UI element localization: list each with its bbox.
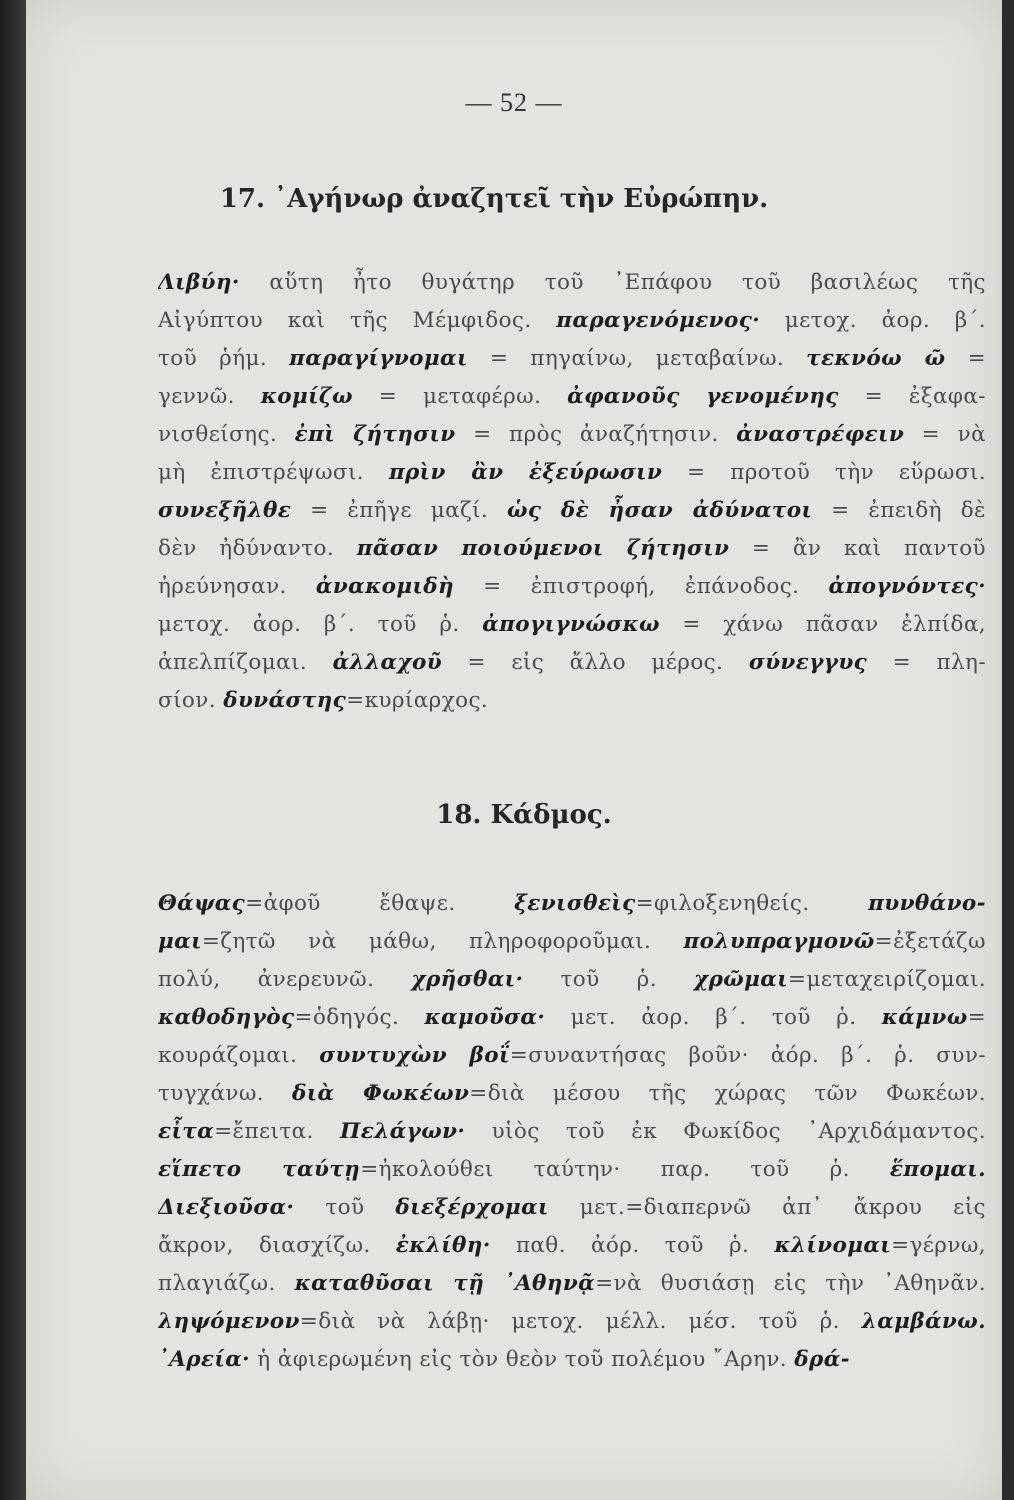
- definition-text: = ἐπιστροφή, ἐπάνοδος.: [454, 574, 829, 599]
- definition-text: = ἐπῆγε μαζί.: [291, 498, 507, 523]
- definition-text: =φιλοξενηθείς.: [635, 891, 869, 916]
- text-line: [158, 606, 986, 644]
- section-18-heading: 18. Κάδμος.: [436, 800, 612, 830]
- headword: ξενισθεὶς: [514, 891, 636, 916]
- definition-text: ἄκρον, διασχίζω.: [158, 1233, 396, 1258]
- text-line: [158, 1037, 986, 1075]
- definition-text: ἡ ἀφιερωμένη εἰς τὸν θεὸν τοῦ πολέμου ῎Αρην.: [250, 1347, 795, 1372]
- headword: χρῶμαι: [694, 967, 789, 992]
- headword: διεξέρχομαι: [395, 1195, 549, 1220]
- text-line: [158, 1303, 986, 1341]
- definition-text: υἱὸς τοῦ ἐκ Φωκίδος ᾽Αρχιδάμαντος.: [465, 1119, 986, 1144]
- definition-text: =διὰ νὰ λάβῃ· μετοχ. μέλλ. μέσ. τοῦ ῥ.: [299, 1309, 862, 1334]
- definition-text: κουράζομαι.: [158, 1043, 320, 1068]
- headword: συντυχὼν βοΐ: [319, 1043, 510, 1068]
- text-line: [158, 644, 986, 682]
- headword: Θάψας: [158, 891, 246, 916]
- headword: λαμβάνω.: [861, 1309, 986, 1334]
- headword: συνεξῆλθε: [158, 498, 292, 523]
- definition-text: μετοχ. ἀορ. β΄.: [760, 308, 986, 333]
- headword: κάμνω: [881, 1005, 968, 1030]
- definition-text: =νὰ θυσιάσῃ εἰς τὴν ᾽Αθηνᾶν.: [595, 1271, 986, 1296]
- text-line: [158, 340, 986, 378]
- definition-text: τοῦ: [294, 1195, 396, 1220]
- headword: ᾽Αρεία·: [158, 1347, 251, 1372]
- text-line: [158, 1265, 986, 1303]
- definition-text: ἀπελπίζομαι.: [158, 650, 333, 675]
- headword: ἕπομαι.: [889, 1157, 986, 1182]
- text-line: [158, 885, 986, 923]
- definition-text: πολύ, ἀνερευνῶ.: [158, 967, 412, 992]
- text-line: [158, 923, 986, 961]
- text-line: [158, 568, 986, 606]
- headword: κομίζω: [260, 384, 353, 409]
- text-line: [158, 492, 986, 530]
- text-line: [158, 961, 986, 999]
- text-line: [158, 1189, 986, 1227]
- definition-text: =ὁδηγός.: [294, 1005, 425, 1030]
- headword: ἀλλαχοῦ: [332, 650, 443, 675]
- text-line: [158, 1341, 986, 1379]
- page-edge-shadow: [0, 0, 26, 1500]
- text-line: [158, 1113, 986, 1151]
- book-page: [26, 0, 1002, 1500]
- definition-text: Αἰγύπτου καὶ τῆς Μέμφιδος.: [158, 308, 557, 333]
- headword: ἀνακομιδὴ: [315, 574, 455, 599]
- text-line: [158, 264, 986, 302]
- headword: μαι: [158, 929, 202, 954]
- definition-text: =ζητῶ νὰ μάθω, πληροφοροῦμαι.: [201, 929, 684, 954]
- page-number: — 52 —: [465, 88, 563, 117]
- headword: Λιβύη·: [158, 270, 240, 295]
- headword: χρῆσθαι·: [411, 967, 524, 992]
- headword: ἀναστρέφειν: [736, 422, 905, 447]
- definition-text: =: [967, 1005, 986, 1030]
- definition-text: παθ. ἀόρ. τοῦ ῥ.: [490, 1233, 775, 1258]
- text-line: [158, 1151, 986, 1189]
- headword: σύνεγγυς: [748, 650, 868, 675]
- definition-text: τοῦ ῥ.: [523, 967, 695, 992]
- headword: δρά-: [794, 1347, 850, 1372]
- headword: δυνάστης: [223, 688, 347, 713]
- headword: καθοδηγὸς: [158, 1005, 295, 1030]
- headword: εἶτα: [158, 1119, 215, 1144]
- section-18-glossary: [158, 885, 986, 1379]
- definition-text: =συναντήσας βοῦν· ἀόρ. β΄. ῥ. συν-: [509, 1043, 986, 1068]
- headword: ἀφανοῦς γενομένης: [567, 384, 839, 409]
- text-line: [158, 1227, 986, 1265]
- definition-text: = προτοῦ τὴν εὕρωσι.: [662, 460, 986, 485]
- definition-text: =ἀφοῦ ἔθαψε.: [245, 891, 515, 916]
- definition-text: αὕτη ἦτο θυγάτηρ τοῦ ᾽Επάφου τοῦ βασιλέως τῆς: [239, 270, 986, 295]
- definition-text: μετ.=διαπερνῶ ἀπ᾽ ἄκρου εἰς: [548, 1195, 986, 1220]
- headword: ἀπογιγνώσκω: [482, 612, 660, 637]
- text-line: [158, 530, 986, 568]
- definition-text: τοῦ ῥήμ.: [158, 346, 290, 371]
- definition-text: = ἐπειδὴ δὲ: [812, 498, 986, 523]
- headword: παραγενόμενος·: [556, 308, 761, 333]
- definition-text: νισθείσης.: [158, 422, 295, 447]
- definition-text: μετοχ. ἀορ. β΄. τοῦ ῥ.: [158, 612, 483, 637]
- text-line: [158, 1075, 986, 1113]
- headword: ὡς δὲ ἦσαν ἀδύνατοι: [506, 498, 813, 523]
- definition-text: = χάνω πᾶσαν ἐλπίδα,: [659, 612, 986, 637]
- text-line: [158, 682, 986, 720]
- definition-text: μὴ ἐπιστρέψωσι.: [158, 460, 389, 485]
- text-line: [158, 302, 986, 340]
- definition-text: =: [945, 346, 986, 371]
- definition-text: πλαγιάζω.: [158, 1271, 295, 1296]
- text-line: [158, 378, 986, 416]
- headword: καταθῦσαι τῇ ᾽Αθηνᾷ: [294, 1271, 596, 1296]
- headword: ἐκλίθη·: [395, 1233, 491, 1258]
- definition-text: τυγχάνω.: [158, 1081, 292, 1106]
- definition-text: =γέρνω,: [891, 1233, 986, 1258]
- text-line: [158, 999, 986, 1037]
- text-line: [158, 454, 986, 492]
- section-17-heading: 17. ᾽Αγήνωρ ἀναζητεῖ τὴν Εὐρώπην.: [219, 184, 769, 214]
- definition-text: = πλη-: [867, 650, 986, 675]
- definition-text: =ἠκολούθει ταύτην· παρ. τοῦ ῥ.: [360, 1157, 890, 1182]
- headword: πολυπραγμονῶ: [683, 929, 875, 954]
- definition-text: δὲν ἠδύναντο.: [158, 536, 357, 561]
- headword: ἐπὶ ζήτησιν: [294, 422, 456, 447]
- definition-text: ἠρεύνησαν.: [158, 574, 316, 599]
- definition-text: =ἔπειτα.: [214, 1119, 341, 1144]
- headword: καμοῦσα·: [424, 1005, 546, 1030]
- definition-text: μετ. ἀορ. β΄. τοῦ ῥ.: [545, 1005, 882, 1030]
- definition-text: = πηγαίνω, μεταβαίνω.: [467, 346, 807, 371]
- definition-text: = εἰς ἄλλο μέρος.: [442, 650, 749, 675]
- headword: ληψόμενον: [158, 1309, 300, 1334]
- definition-text: = ἐξαφα-: [838, 384, 986, 409]
- text-line: [158, 416, 986, 454]
- headword: Διεξιοῦσα·: [158, 1195, 295, 1220]
- headword: τεκνόω ῶ: [806, 346, 946, 371]
- definition-text: =κυρίαρχος.: [346, 688, 489, 713]
- headword: κλίνομαι: [774, 1233, 892, 1258]
- headword: Πελάγων·: [340, 1119, 466, 1144]
- definition-text: σίον.: [158, 688, 224, 713]
- definition-text: =μεταχειρίζομαι.: [788, 967, 986, 992]
- definition-text: = μεταφέρω.: [352, 384, 568, 409]
- headword: εἵπετο ταύτῃ: [158, 1157, 361, 1182]
- headword: παραγίγνομαι: [289, 346, 468, 371]
- section-17-glossary: [158, 264, 986, 720]
- headword: πυνθάνο-: [868, 891, 986, 916]
- headword: πᾶσαν ποιούμενοι ζήτησιν: [356, 536, 730, 561]
- headword: διὰ Φωκέων: [291, 1081, 470, 1106]
- headword: πρὶν ἂν ἐξεύρωσιν: [388, 460, 663, 485]
- definition-text: =διὰ μέσου τῆς χώρας τῶν Φωκέων.: [469, 1081, 986, 1106]
- headword: ἀπογνόντες·: [828, 574, 986, 599]
- definition-text: γεννῶ.: [158, 384, 261, 409]
- definition-text: =ἐξετάζω: [874, 929, 986, 954]
- definition-text: = ἂν καὶ παντοῦ: [729, 536, 986, 561]
- definition-text: = πρὸς ἀναζήτησιν.: [455, 422, 737, 447]
- definition-text: = νὰ: [904, 422, 986, 447]
